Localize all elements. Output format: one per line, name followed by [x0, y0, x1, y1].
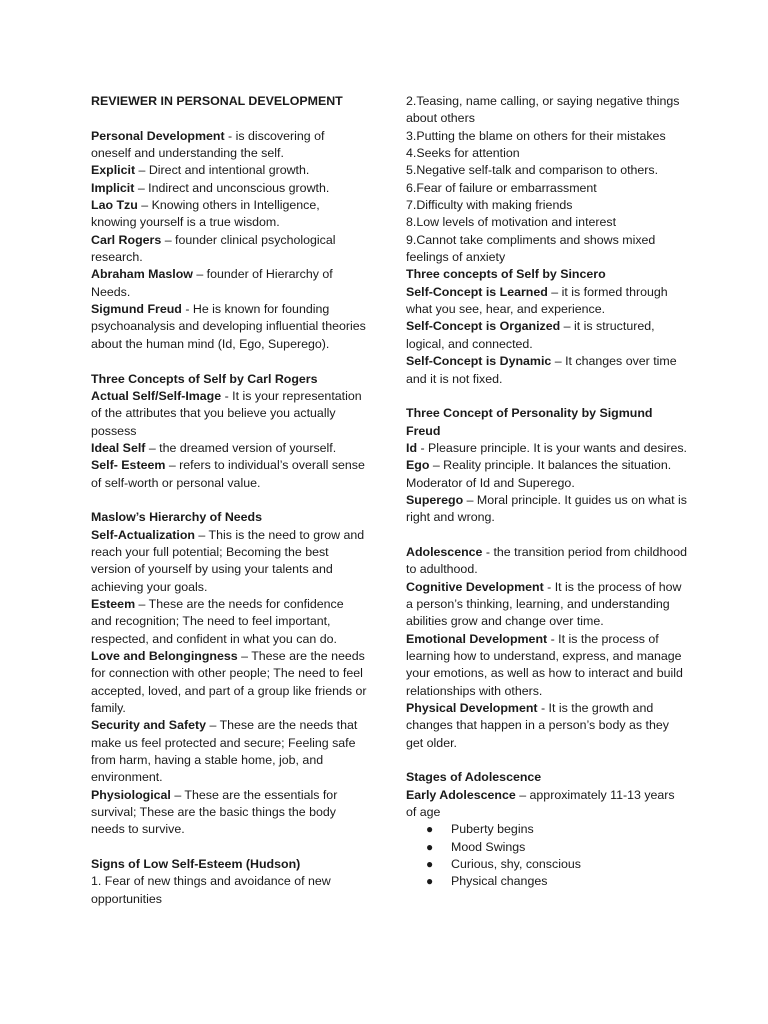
definition-text: – Reality principle. It balances the situation. Moderator of Id and Superego.	[406, 458, 672, 490]
definition-text: - It is the process of how a person’s thinking, learning, and understanding abilities grow and change over time.	[406, 579, 682, 629]
spacer	[406, 752, 688, 769]
definition	[406, 492, 688, 527]
list-item: 7.Difficulty with making friends	[406, 198, 573, 213]
definition	[91, 162, 367, 179]
definition-text: - It is the growth and changes that happen in a person’s body as they get older.	[406, 701, 669, 750]
term: Security and Safety	[91, 718, 207, 733]
term: Self-Actualization	[91, 527, 195, 542]
definition	[406, 284, 688, 319]
term: Love and Belongingness	[91, 649, 238, 663]
term: Adolescence	[406, 544, 483, 559]
left-column	[91, 93, 367, 908]
definition	[91, 301, 367, 353]
definition-text: – it is formed through what you see, hear, and experience.	[406, 284, 668, 317]
definition-text: - is discovering of oneself and understanding the self.	[91, 128, 325, 161]
list-item: 4.Seeks for attention	[406, 146, 520, 161]
right-column	[406, 93, 688, 891]
definition-text: – These are the essentials for survival; These are the basic things the body needs to survive.	[91, 787, 338, 837]
term: Self-Concept is Organized	[406, 319, 561, 334]
definition-text: – approximately 11-13 years of age	[406, 787, 675, 820]
bullet-icon: ●	[426, 857, 434, 872]
term: Sigmund Freud	[91, 302, 182, 317]
definition-text: – Direct and intentional growth.	[135, 163, 310, 178]
definition	[91, 787, 367, 839]
bullet-text: Physical changes	[451, 874, 548, 889]
definition	[91, 232, 367, 267]
list-item: 6.Fear of failure or embarrassment	[406, 180, 597, 195]
list-item: 8.Low levels of motivation and interest	[406, 215, 617, 230]
section-heading: Signs of Low Self-Esteem (Hudson)	[91, 857, 301, 872]
definition-text: - Pleasure principle. It is your wants and desires.	[417, 440, 687, 455]
definition-text: - It is your representation of the attributes that you believe you actually possess	[91, 388, 362, 438]
section-heading: Three Concepts of Self by Carl Rogers	[91, 371, 318, 386]
list-item: 9.Cannot take compliments and shows mixed feelings of anxiety	[406, 232, 656, 265]
bullet-text: Curious, shy, conscious	[451, 857, 581, 872]
term: Early Adolescence	[406, 787, 516, 802]
definition	[91, 596, 367, 648]
list-item: 3.Putting the blame on others for their mistakes	[406, 128, 666, 143]
definition	[406, 457, 688, 492]
list-item: 2.Teasing, name calling, or saying negative things about others	[406, 94, 680, 126]
term: Emotional Development	[406, 631, 548, 646]
definition-text: – the dreamed version of yourself.	[145, 440, 337, 455]
section-heading: Three Concept of Personality by Sigmund Freud	[406, 406, 653, 438]
definition-text: – founder of Hierarchy of Needs.	[91, 267, 333, 299]
bullet-item	[406, 821, 688, 838]
definition	[406, 700, 688, 752]
bullet-list	[406, 821, 688, 890]
definition	[91, 440, 367, 457]
term: Self-Concept is Learned	[406, 284, 548, 299]
definition-text: – refers to individual’s overall sense of self-worth or personal value.	[91, 458, 365, 490]
definition	[406, 318, 688, 353]
section-heading: Stages of Adolescence	[406, 770, 542, 785]
definition-text: - the transition period from childhood to adulthood.	[406, 544, 688, 577]
bullet-icon: ●	[426, 822, 434, 837]
term: Lao Tzu	[91, 198, 138, 213]
bullet-icon: ●	[426, 839, 434, 854]
definition-text: – Knowing others in Intelligence, knowing yourself is a true wisdom.	[91, 198, 320, 230]
definition	[406, 544, 688, 579]
definition-text: – it is structured, logical, and connected.	[406, 319, 655, 351]
section-heading: Three concepts of Self by Sincero	[406, 267, 606, 282]
term: Actual Self/Self-Image	[91, 388, 222, 403]
term: Implicit	[91, 180, 135, 195]
definition	[406, 787, 688, 822]
section-heading: Maslow’s Hierarchy of Needs	[91, 510, 263, 525]
spacer	[91, 839, 367, 856]
definition	[406, 631, 688, 700]
definition-text: – These are the needs for confidence and recognition; The need to feel important, respected, and confident in what you can do.	[91, 596, 344, 646]
term: Abraham Maslow	[91, 267, 193, 282]
bullet-item	[406, 856, 688, 873]
list-item: 5.Negative self-talk and comparison to others.	[406, 163, 659, 178]
spacer	[406, 527, 688, 544]
term: Ego	[406, 458, 430, 473]
term: Physiological	[91, 787, 171, 802]
bullet-item	[406, 839, 688, 856]
definition	[91, 128, 367, 163]
term: Explicit	[91, 163, 136, 178]
term: Superego	[406, 492, 464, 507]
term: Cognitive Development	[406, 579, 544, 594]
spacer	[91, 492, 367, 509]
definition	[91, 717, 367, 786]
definition	[91, 388, 367, 440]
term: Carl Rogers	[91, 232, 162, 247]
definition-text: – founder clinical psychological research.	[91, 232, 336, 265]
term: Ideal Self	[91, 440, 146, 455]
term: Self-Concept is Dynamic	[406, 354, 552, 369]
definition-text: – Moral principle. It guides us on what is right and wrong.	[406, 492, 687, 525]
definition-text: - He is known for founding psychoanalysis and developing influential theories about the human mind (Id, Ego, Superego).	[91, 302, 366, 351]
term: Self- Esteem	[91, 458, 166, 473]
definition	[91, 197, 367, 232]
bullet-text: Puberty begins	[451, 822, 534, 837]
definition	[406, 353, 688, 388]
definition	[91, 457, 367, 492]
term: Id	[406, 440, 418, 455]
document-title: REVIEWER IN PERSONAL DEVELOPMENT	[91, 94, 343, 108]
spacer	[406, 388, 688, 405]
definition	[91, 266, 367, 301]
definition-text: – Indirect and unconscious growth.	[134, 180, 330, 195]
definition	[91, 648, 367, 717]
definition-text: – It changes over time and it is not fixed.	[406, 354, 677, 386]
definition-text: - It is the process of learning how to understand, express, and manage your emotions, as well as how to interact and build relationships with others.	[406, 631, 683, 698]
term: Physical Development	[406, 701, 538, 716]
spacer	[91, 353, 367, 370]
definition	[406, 579, 688, 631]
definition-text: – This is the need to grow and reach your full potential; Becoming the best version of yourself by using your talents and achieving your goals.	[91, 527, 365, 594]
definition-text: – These are the needs for connection with other people; The need to feel accepted, loved, and part of a group like friends or family.	[91, 649, 367, 716]
definition	[91, 527, 367, 596]
definition-text: – These are the needs that make us feel protected and secure; Feeling safe from harm, having a stable home, job, and environment.	[91, 718, 358, 785]
definition	[91, 180, 367, 197]
bullet-item	[406, 873, 688, 890]
bullet-text: Mood Swings	[451, 839, 526, 854]
list-item: 1. Fear of new things and avoidance of new opportunities	[91, 874, 331, 906]
term: Personal Development	[91, 128, 225, 143]
spacer	[91, 110, 367, 127]
definition	[406, 440, 688, 457]
term: Esteem	[91, 596, 136, 611]
bullet-icon: ●	[426, 874, 434, 889]
